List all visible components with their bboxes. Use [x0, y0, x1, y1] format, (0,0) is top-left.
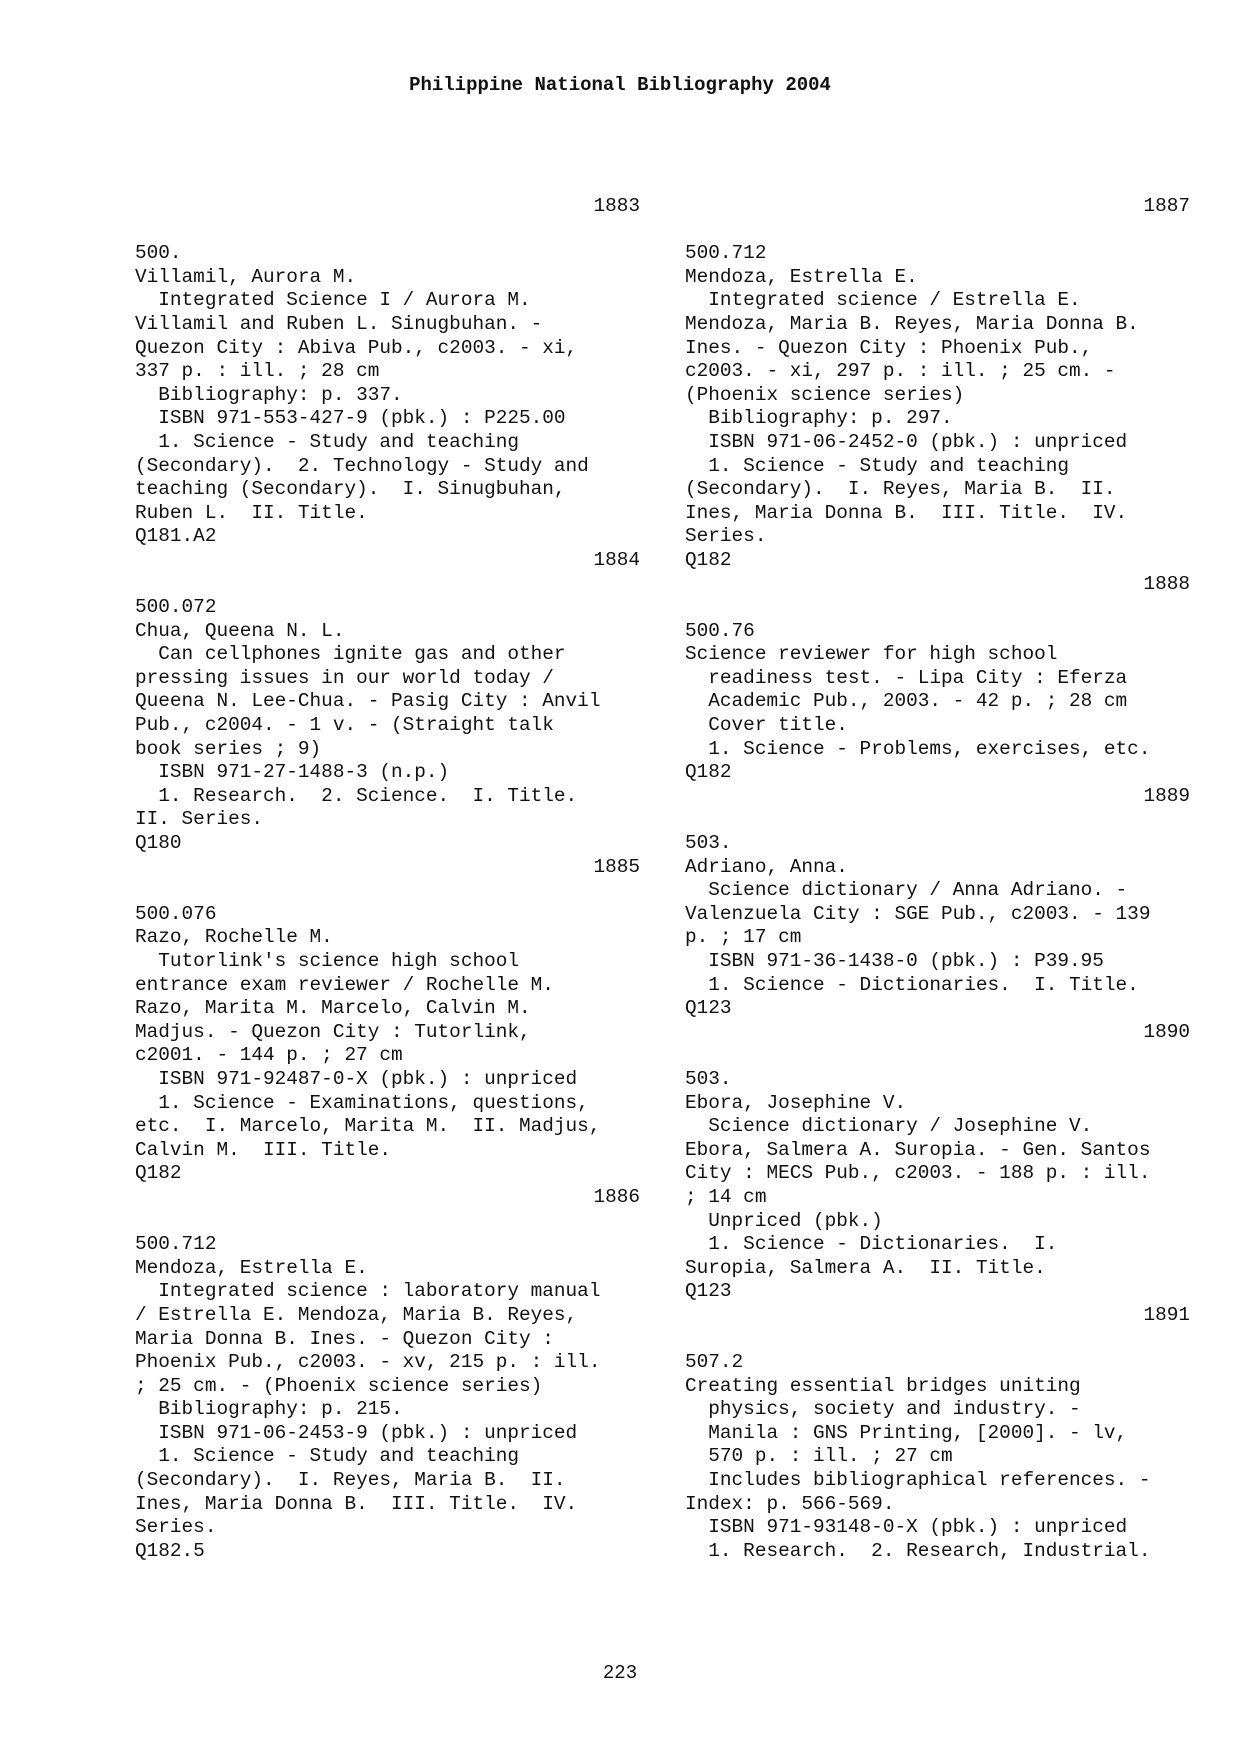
entry-line: ISBN 971-06-2453-9 (pbk.) : unpriced	[135, 1421, 578, 1444]
entry-line: 500.76	[685, 619, 755, 642]
entry-line: ISBN 971-36-1438-0 (pbk.) : P39.95	[685, 950, 1104, 972]
entry-line: Ines. - Quezon City : Phoenix Pub.,	[685, 336, 1093, 359]
entry-line: Villamil, Aurora M.	[135, 265, 357, 288]
entry-line: (Secondary). I. Reyes, Maria B. II.	[685, 478, 1116, 501]
entry-spacer	[685, 1044, 1190, 1068]
entry-line: Index: p. 566-569.	[685, 1492, 895, 1515]
entry-number: 1884	[593, 548, 640, 571]
entry-line: Bibliography: p. 215.	[135, 1398, 403, 1421]
entry-line: Science dictionary / Anna Adriano. -	[685, 879, 1128, 902]
entry-line: Creating essential bridges uniting	[685, 1374, 1081, 1397]
entry-line: Villamil and Ruben L. Sinugbuhan. -	[135, 312, 543, 335]
entry-spacer	[685, 219, 1190, 243]
entry-line: Q123	[685, 997, 732, 1020]
entry-line: ISBN 971-92487-0-X (pbk.) : unpriced	[135, 1067, 578, 1090]
entry-line: 500.076	[135, 902, 217, 925]
page-number: 223	[602, 1662, 638, 1684]
entry-line: ; 14 cm	[685, 1185, 767, 1208]
entry-line: Manila : GNS Printing, [2000]. - lv,	[685, 1421, 1128, 1444]
entry-line: Chua, Queena N. L.	[135, 619, 345, 642]
entry-line: physics, society and industry. -	[685, 1398, 1081, 1421]
entry-number: 1888	[1143, 572, 1190, 595]
entry-line: Q182	[685, 761, 732, 784]
entry-spacer	[135, 1210, 640, 1234]
entry-line: ; 25 cm. - (Phoenix science series)	[135, 1374, 543, 1397]
entry-spacer	[685, 596, 1190, 620]
entry-number: 1887	[1143, 195, 1190, 217]
entry-line: Bibliography: p. 337.	[135, 383, 403, 406]
entry-line: book series ; 9)	[135, 737, 322, 760]
entry-line: Q123	[685, 1280, 732, 1303]
entry-line: Ebora, Josephine V.	[685, 1091, 907, 1114]
entry-line: 337 p. : ill. ; 28 cm	[135, 360, 380, 383]
entry-spacer	[685, 1328, 1190, 1352]
entry-line: Calvin M. III. Title.	[135, 1138, 391, 1161]
entry-line: p. ; 17 cm	[685, 926, 802, 949]
entry-line: Science dictionary / Josephine V.	[685, 1115, 1093, 1138]
entry-line: Tutorlink's science high school	[135, 950, 519, 972]
entry-line: 503.	[685, 832, 732, 855]
bibliography-entry	[135, 195, 640, 549]
entry-line: 500.712	[135, 1233, 217, 1256]
entry-line: Madjus. - Quezon City : Tutorlink,	[135, 1020, 531, 1043]
entry-line: readiness test. - Lipa City : Eferza	[685, 666, 1128, 689]
entry-line: Ebora, Salmera A. Suropia. - Gen. Santos	[685, 1138, 1151, 1161]
left-column	[135, 195, 640, 1563]
entry-line: 1. Research. 2. Science. I. Title.	[135, 784, 578, 807]
entry-line: c2003. - xi, 297 p. : ill. ; 25 cm. -	[685, 360, 1116, 383]
entry-spacer	[135, 573, 640, 597]
entry-line: ISBN 971-93148-0-X (pbk.) : unpriced	[685, 1516, 1128, 1539]
entry-line: Mendoza, Estrella E.	[685, 265, 918, 288]
bibliography-entry	[135, 856, 640, 1186]
bibliography-entry	[685, 195, 1190, 573]
entry-line: Academic Pub., 2003. - 42 p. ; 28 cm	[685, 690, 1128, 713]
entry-line: 570 p. : ill. ; 27 cm	[685, 1445, 953, 1468]
entry-line: 1. Science - Study and teaching	[135, 430, 519, 453]
bibliography-entry	[135, 549, 640, 856]
entry-line: pressing issues in our world today /	[135, 666, 554, 689]
bibliography-entry	[685, 1021, 1190, 1304]
entry-line: 1. Research. 2. Research, Industrial.	[685, 1539, 1151, 1562]
entry-line: Phoenix Pub., c2003. - xv, 215 p. : ill.	[135, 1351, 601, 1374]
entry-line: ISBN 971-553-427-9 (pbk.) : P225.00	[135, 407, 566, 430]
entry-line: Suropia, Salmera A. II. Title.	[685, 1256, 1046, 1279]
entry-line: Quezon City : Abiva Pub., c2003. - xi,	[135, 336, 578, 359]
entry-line: 1. Science - Examinations, questions,	[135, 1091, 589, 1114]
entry-line: entrance exam reviewer / Rochelle M.	[135, 973, 554, 996]
entry-line: Ines, Maria Donna B. III. Title. IV.	[135, 1492, 578, 1515]
right-column	[685, 195, 1190, 1563]
entry-line: Integrated Science I / Aurora M.	[135, 289, 531, 312]
bibliography-entry	[135, 1186, 640, 1564]
entry-line: Valenzuela City : SGE Pub., c2003. - 139	[685, 902, 1151, 925]
entry-line: Pub., c2004. - 1 v. - (Straight talk	[135, 714, 554, 737]
entry-line: ISBN 971-27-1488-3 (n.p.)	[135, 761, 450, 784]
entry-line: Series.	[685, 525, 767, 548]
entry-line: 1. Science - Dictionaries. I. Title.	[685, 973, 1139, 996]
entry-number: 1886	[593, 1185, 640, 1208]
entry-number: 1890	[1143, 1020, 1190, 1043]
entry-line: 500.072	[135, 596, 217, 619]
entry-line: Mendoza, Maria B. Reyes, Maria Donna B.	[685, 312, 1139, 335]
entry-line: (Secondary). 2. Technology - Study and	[135, 454, 589, 477]
entry-line: Includes bibliographical references. -	[685, 1469, 1151, 1492]
entry-line: teaching (Secondary). I. Sinugbuhan,	[135, 478, 566, 501]
entry-number: 1889	[1143, 784, 1190, 807]
entry-line: Unpriced (pbk.)	[685, 1209, 883, 1232]
entry-line: Science reviewer for high school	[685, 643, 1058, 666]
entry-line: Maria Donna B. Ines. - Quezon City :	[135, 1327, 554, 1350]
entry-line: 1. Science - Problems, exercises, etc.	[685, 737, 1151, 760]
entry-line: 503.	[685, 1067, 732, 1090]
page-title: Philippine National Bibliography 2004	[409, 74, 831, 96]
entry-line: ISBN 971-06-2452-0 (pbk.) : unpriced	[685, 430, 1128, 453]
entry-line: City : MECS Pub., c2003. - 188 p. : ill.	[685, 1162, 1151, 1185]
bibliography-entry	[685, 573, 1190, 785]
entry-line: 1. Science - Study and teaching	[135, 1445, 519, 1468]
entry-line: Adriano, Anna.	[685, 855, 848, 878]
entry-line: / Estrella E. Mendoza, Maria B. Reyes,	[135, 1303, 578, 1326]
entry-spacer	[685, 808, 1190, 832]
entry-line: Q182.5	[135, 1539, 205, 1562]
entry-line: (Phoenix science series)	[685, 383, 965, 406]
entry-spacer	[135, 879, 640, 903]
entry-line: Queena N. Lee-Chua. - Pasig City : Anvil	[135, 690, 601, 713]
entry-line: 500.712	[685, 242, 767, 265]
entry-line: II. Series.	[135, 808, 263, 831]
entry-line: Can cellphones ignite gas and other	[135, 643, 566, 666]
entry-line: Ines, Maria Donna B. III. Title. IV.	[685, 501, 1128, 524]
entry-line: Integrated science : laboratory manual	[135, 1280, 601, 1303]
entry-line: c2001. - 144 p. ; 27 cm	[135, 1044, 403, 1067]
bibliography-entry	[685, 1304, 1190, 1564]
entry-number: 1883	[593, 195, 640, 217]
entry-line: Razo, Rochelle M.	[135, 926, 333, 949]
entry-line: 507.2	[685, 1351, 744, 1374]
entry-line: etc. I. Marcelo, Marita M. II. Madjus,	[135, 1115, 601, 1138]
entry-number: 1885	[593, 855, 640, 878]
entry-line: (Secondary). I. Reyes, Maria B. II.	[135, 1469, 566, 1492]
entry-line: Integrated science / Estrella E.	[685, 289, 1081, 312]
entry-line: Series.	[135, 1516, 217, 1539]
entry-number: 1891	[1143, 1303, 1190, 1326]
bibliography-entry	[685, 785, 1190, 1021]
entry-line: Q182	[135, 1162, 182, 1185]
entry-line: Q182	[685, 548, 732, 571]
entry-line: Q181.A2	[135, 525, 217, 548]
entry-line: Q180	[135, 832, 182, 855]
entry-line: 500.	[135, 242, 182, 265]
entry-line: Ruben L. II. Title.	[135, 501, 368, 524]
entry-line: Bibliography: p. 297.	[685, 407, 953, 430]
entry-line: 1. Science - Study and teaching	[685, 454, 1069, 477]
entry-line: 1. Science - Dictionaries. I.	[685, 1233, 1058, 1256]
entry-line: Cover title.	[685, 714, 848, 737]
entry-line: Razo, Marita M. Marcelo, Calvin M.	[135, 997, 531, 1020]
entry-spacer	[135, 219, 640, 243]
entry-line: Mendoza, Estrella E.	[135, 1256, 368, 1279]
